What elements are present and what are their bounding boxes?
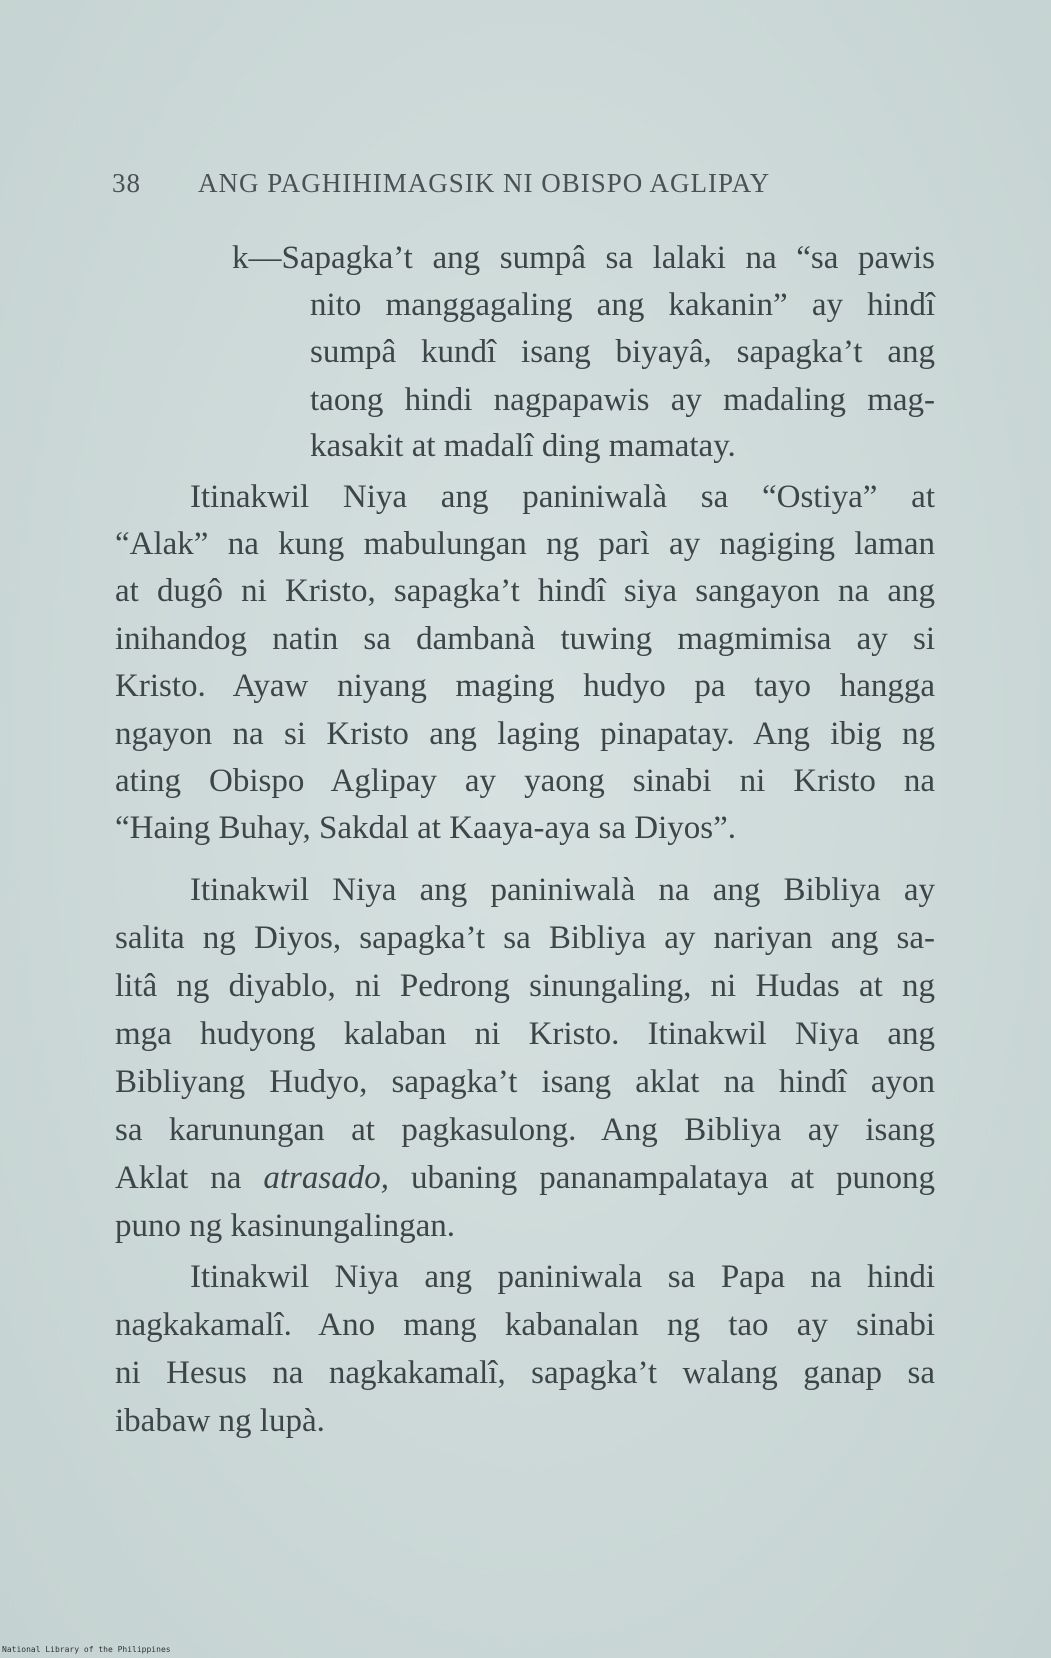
item-k-line: k—Sapagka’t ang sumpâ sa lalaki na “sa pawis [232,240,935,276]
paragraph-line: at dugô ni Kristo, sapagka’t hindî siya sangayon na ang [115,573,935,609]
paragraph-line: Itinakwil Niya ang paniniwalà na ang Bibliya ay [190,872,935,908]
running-header [112,168,942,199]
paragraph-line: ngayon na si Kristo ang laging pinapatay. Ang ibig ng [115,716,935,752]
paragraph-line: “Haing Buhay, Sakdal at Kaaya-aya sa Diyos”. [115,810,736,846]
paragraph-line: litâ ng diyablo, ni Pedrong sinungaling, ni Hudas at ng [115,968,935,1004]
paragraph-line: ibabaw ng lupà. [115,1403,325,1439]
paragraph-line: inihandog natin sa dambanà tuwing magmimisa ay si [115,621,935,657]
text-run: ubaning pananampalataya at punong [389,1160,935,1196]
paragraph-line: Kristo. Ayaw niyang maging hudyo pa tayo hangga [115,668,935,704]
running-title: ANG PAGHIHIMAGSIK NI OBISPO AGLIPAY [198,168,771,198]
page-number: 38 [112,168,141,198]
item-k-line: kasakit at madalî ding mamatay. [310,428,736,464]
item-k-line: taong hindi nagpapawis ay madaling mag- [310,382,935,418]
paragraph-line: nagkakamalî. Ano mang kabanalan ng tao ay sinabi [115,1307,935,1343]
item-k-line: nito manggagaling ang kakanin” ay hindî [310,287,935,323]
item-k-line: sumpâ kundî isang biyayâ, sapagka’t ang [310,334,935,370]
paragraph-line: Itinakwil Niya ang paniniwala sa Papa na hindi [190,1259,935,1295]
text-run: Aklat na [115,1160,264,1196]
paragraph-line: salita ng Diyos, sapagka’t sa Bibliya ay nariyan ang sa- [115,920,935,956]
paragraph-line: Bibliyang Hudyo, sapagka’t isang aklat na hindî ayon [115,1064,935,1100]
paragraph-line: “Alak” na kung mabulungan ng parì ay nagiging laman [115,526,935,562]
paragraph-line [115,1156,935,1200]
paragraph-line: puno ng kasinungalingan. [115,1208,456,1244]
italic-word: atrasado, [263,1160,389,1196]
footer-credit: National Library of the Philippines [2,1645,171,1654]
paragraph-line: mga hudyong kalaban ni Kristo. Itinakwil Niya ang [115,1016,935,1052]
paragraph-line: ating Obispo Aglipay ay yaong sinabi ni Kristo na [115,763,935,799]
paragraph-line: Itinakwil Niya ang paniniwalà sa “Ostiya” at [190,479,935,515]
paragraph-line: sa karunungan at pagkasulong. Ang Bibliya ay isang [115,1112,935,1148]
paragraph-line: ni Hesus na nagkakamalî, sapagka’t walang ganap sa [115,1355,935,1391]
